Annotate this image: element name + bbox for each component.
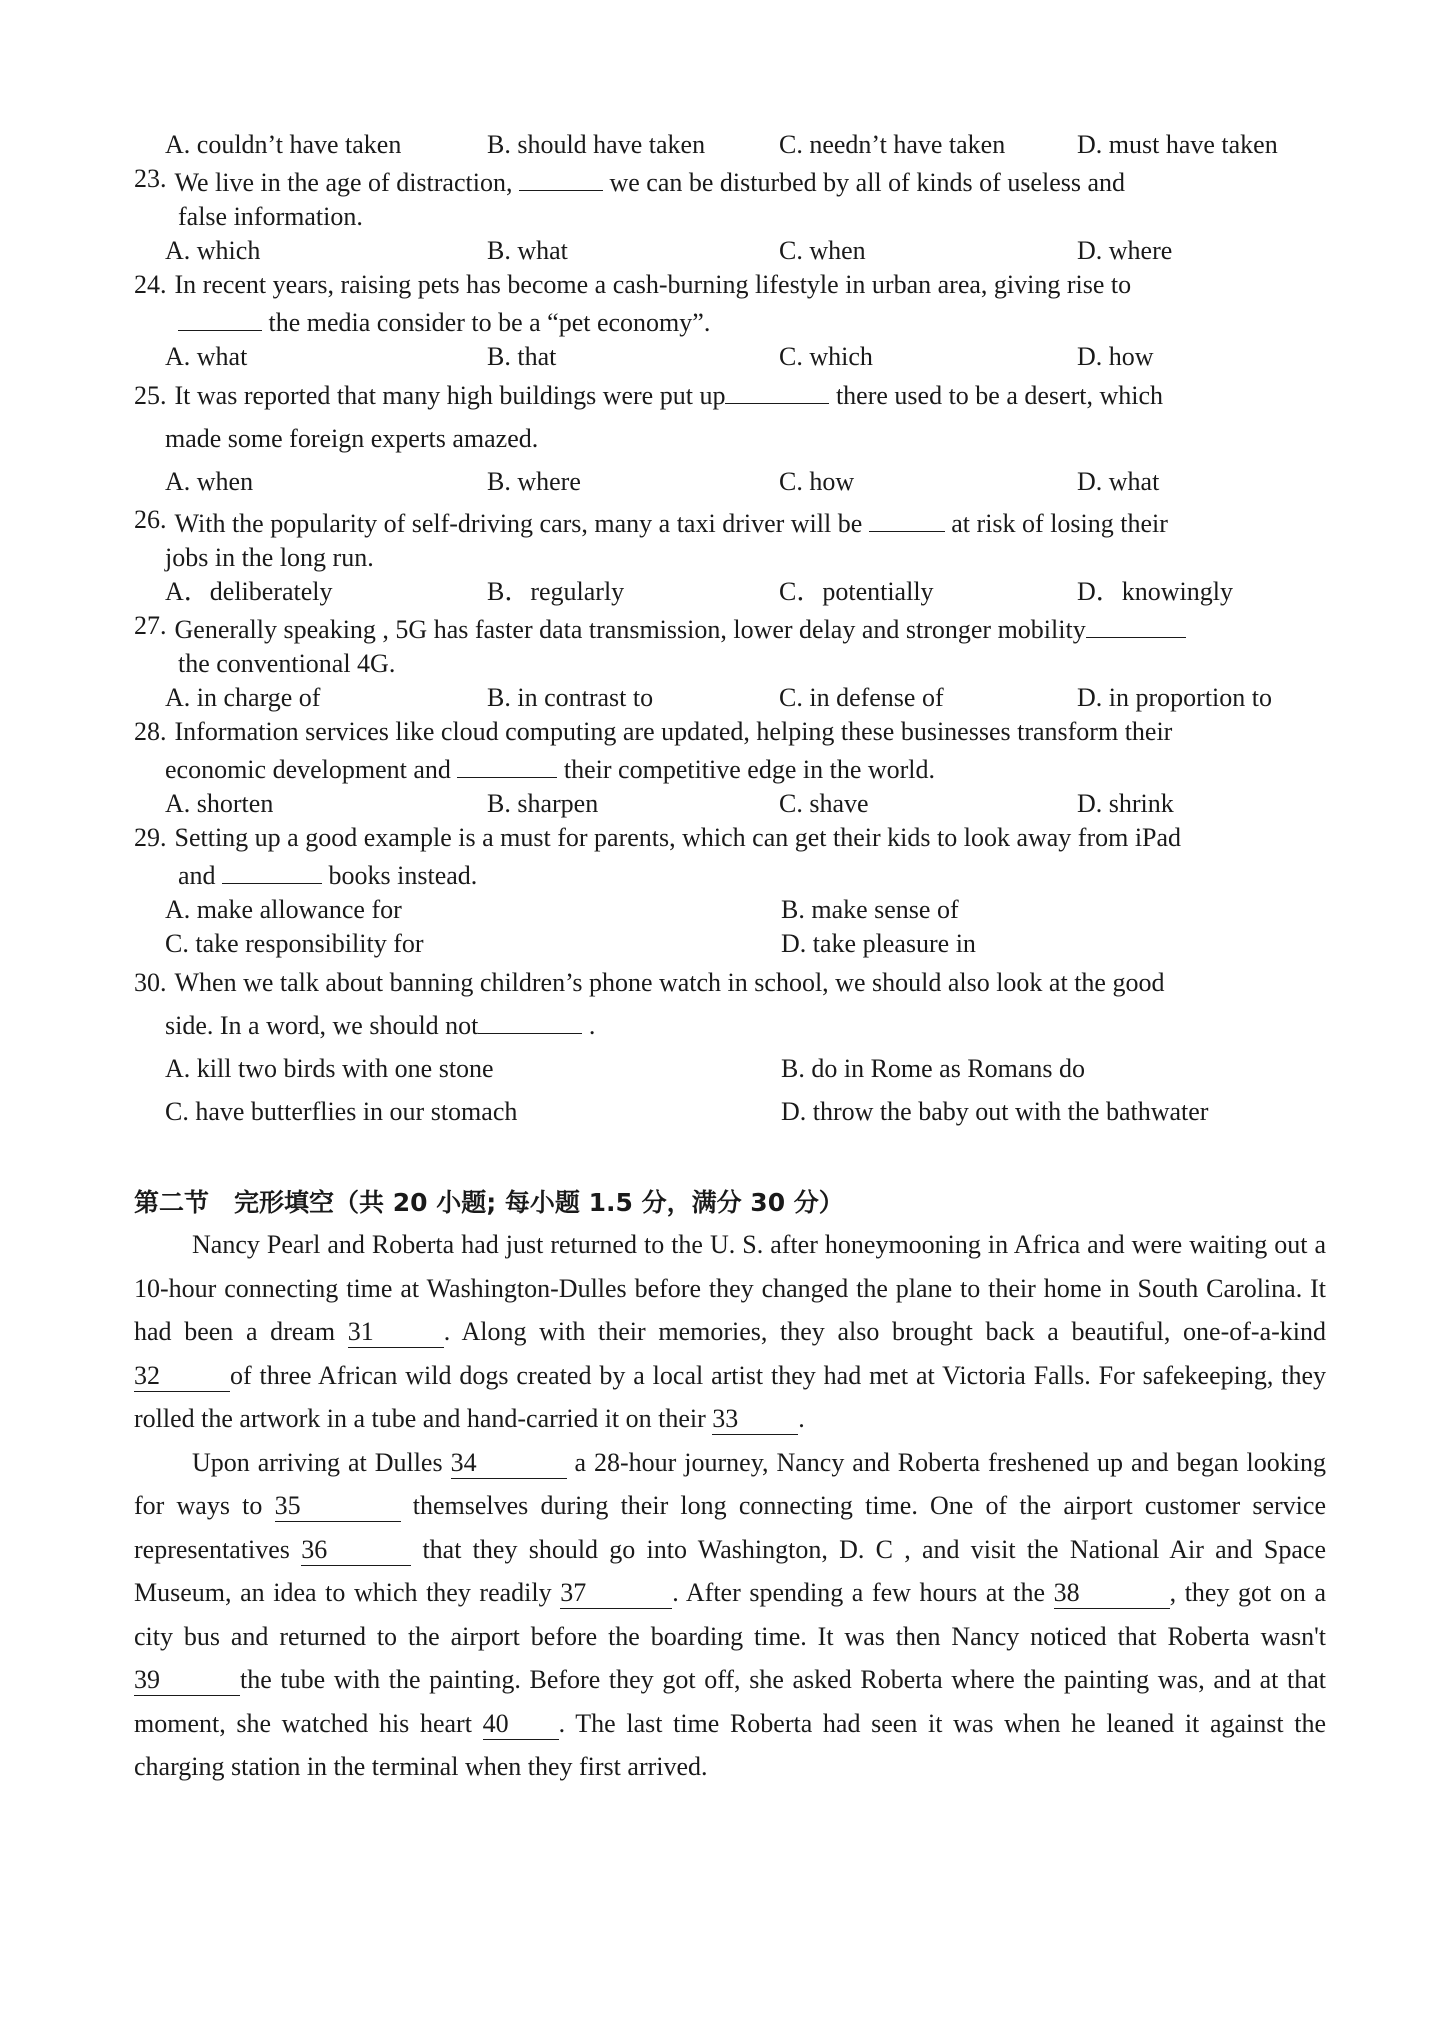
option-b: B. where xyxy=(487,467,581,496)
option-d: D. what xyxy=(1077,467,1160,496)
answer-blank xyxy=(178,302,262,331)
option-d: D. where xyxy=(1077,236,1173,265)
question-stem: there used to be a desert, which xyxy=(835,381,1163,410)
option-a: A. what xyxy=(165,342,248,371)
answer-blank xyxy=(222,855,322,884)
cloze-blank-35: 35 xyxy=(275,1491,401,1522)
question-options xyxy=(134,893,1326,961)
cloze-blank-32: 32 xyxy=(134,1361,230,1392)
option-a: A. kill two birds with one stone xyxy=(165,1054,494,1083)
question-stem: side. In a word, we should not xyxy=(165,1011,479,1040)
question-stem: their competitive edge in the world. xyxy=(563,755,936,784)
passage-text: . The last time Roberta had seen it was when he leaned it against the charging station in the terminal when they first arrived. xyxy=(134,1708,1327,1781)
option-b: B. do in Rome as Romans do xyxy=(781,1054,1086,1083)
question-number: 29. xyxy=(134,823,167,852)
question-options xyxy=(134,460,1326,503)
question-stem: . xyxy=(588,1011,596,1040)
passage-text: of three African wild dogs created by a local artist they had met at Victoria Falls. For safekeeping, they rolled the artwork in a tube and hand-carried it on their xyxy=(134,1360,1326,1433)
cloze-blank-34: 34 xyxy=(451,1448,567,1479)
option-b: B．regularly xyxy=(487,577,625,606)
option-a: A. shorten xyxy=(165,789,274,818)
question-number: 23. xyxy=(134,164,167,193)
option-b: B. in contrast to xyxy=(487,683,654,712)
question-stem: we can be disturbed by all of kinds of useless and xyxy=(609,168,1126,197)
option-c: C. in defense of xyxy=(779,683,944,712)
question-stem: and xyxy=(178,861,216,890)
passage-text: the tube with the painting. Before they got off, she asked Roberta where the painting was, and at that moment, she watched his heart xyxy=(134,1665,1326,1738)
option-d: D. must have taken xyxy=(1077,130,1278,159)
option-d: D. how xyxy=(1077,342,1154,371)
answer-blank xyxy=(457,749,557,778)
answer-blank xyxy=(725,375,829,404)
question-30 xyxy=(134,961,1326,1133)
cloze-blank-38: 38 xyxy=(1054,1578,1170,1609)
question-options xyxy=(134,575,1326,609)
question-stem: made some foreign experts amazed. xyxy=(165,424,539,453)
option-b: B. should have taken xyxy=(487,130,706,159)
question-options xyxy=(134,340,1326,374)
question-number: 24. xyxy=(134,270,167,299)
question-options xyxy=(134,1047,1326,1133)
option-a: A. in charge of xyxy=(165,683,321,712)
question-stem: the media consider to be a “pet economy”. xyxy=(268,308,711,337)
question-options xyxy=(134,234,1326,268)
answer-blank xyxy=(869,503,945,532)
question-stem: books instead. xyxy=(328,861,478,890)
question-number: 25. xyxy=(134,381,167,410)
question-stem: Setting up a good example is a must for parents, which can get their kids to look away from iPad xyxy=(174,823,1182,852)
option-a: A. couldn’t have taken xyxy=(165,130,402,159)
option-c: C. how xyxy=(779,467,855,496)
option-b: B. sharpen xyxy=(487,789,599,818)
question-stem: at risk of losing their xyxy=(951,509,1168,538)
question-stem: It was reported that many high buildings were put up xyxy=(174,381,726,410)
question-number: 27. xyxy=(134,611,167,640)
cloze-blank-39: 39 xyxy=(134,1665,240,1696)
question-stem: jobs in the long run. xyxy=(165,543,374,572)
passage-text: , they got on a city bus and returned to the airport before the boarding time. It was then Nancy noticed that Roberta wasn't xyxy=(134,1578,1326,1651)
option-a: A. which xyxy=(165,236,261,265)
section-heading: 第二节 完形填空（共 20 小题; 每小题 1.5 分，满分 30 分） xyxy=(134,1188,844,1217)
option-c: C. needn’t have taken xyxy=(779,130,1006,159)
option-c: C. which xyxy=(779,342,873,371)
question-stem: Information services like cloud computing are updated, helping these businesses transform their xyxy=(174,717,1173,746)
cloze-blank-40: 40 xyxy=(483,1709,559,1740)
passage-text: Nancy Pearl and Roberta had just returned to the U. S. after honeymooning in Africa and were waiting out a 10-hour connecting time at Washington-Dulles before they changed the plane to their home in South Carolina. It had been a dream xyxy=(134,1230,1326,1346)
option-a: A．deliberately xyxy=(165,577,333,606)
option-d: D. throw the baby out with the bathwater xyxy=(781,1097,1209,1126)
q22-options xyxy=(134,128,1326,162)
answer-blank xyxy=(478,1005,582,1034)
option-d: D. in proportion to xyxy=(1077,683,1272,712)
cloze-blank-37: 37 xyxy=(560,1578,672,1609)
option-c: C. have butterflies in our stomach xyxy=(165,1097,518,1126)
question-29 xyxy=(134,821,1326,961)
option-a: A. when xyxy=(165,467,254,496)
answer-blank xyxy=(1086,609,1186,638)
question-stem: In recent years, raising pets has become a cash-burning lifestyle in urban area, giving rise to xyxy=(174,270,1132,299)
question-25 xyxy=(134,374,1326,503)
passage-text: . xyxy=(798,1404,805,1433)
option-a: A. make allowance for xyxy=(165,895,402,924)
passage-text: Upon arriving at Dulles xyxy=(192,1447,451,1477)
option-c: C. take responsibility for xyxy=(165,929,424,958)
question-stem: false information. xyxy=(178,202,363,231)
question-stem: When we talk about banning children’s phone watch in school, we should also look at the good xyxy=(174,968,1165,997)
passage-text: themselves during their long connecting time. One of the airport customer service representatives xyxy=(134,1491,1326,1564)
cloze-blank-33: 33 xyxy=(712,1404,798,1435)
question-stem: We live in the age of distraction, xyxy=(174,168,513,197)
question-stem: With the popularity of self-driving cars, many a taxi driver will be xyxy=(174,509,863,538)
passage-text: . Along with their memories, they also brought back a beautiful, one-of-a-kind xyxy=(443,1317,1326,1346)
question-options xyxy=(134,787,1326,821)
question-27 xyxy=(134,609,1326,715)
question-28 xyxy=(134,715,1326,821)
question-number: 26. xyxy=(134,505,167,534)
exam-page xyxy=(134,128,1326,1789)
option-d: D．knowingly xyxy=(1077,577,1234,606)
option-c: C．potentially xyxy=(779,577,934,606)
question-options xyxy=(134,681,1326,715)
option-c: C. when xyxy=(779,236,866,265)
passage-paragraph-2 xyxy=(134,1441,1326,1789)
passage-text: that they should go into Washington, D. C , and visit the National Air and Space Museum, an idea to which they readily xyxy=(134,1534,1326,1607)
question-number: 28. xyxy=(134,717,167,746)
question-23 xyxy=(134,162,1326,268)
option-c: C. shave xyxy=(779,789,869,818)
question-number: 30. xyxy=(134,968,167,997)
option-b: B. what xyxy=(487,236,568,265)
answer-blank xyxy=(519,162,603,191)
passage-text: a 28-hour journey, Nancy and Roberta freshened up and began looking for ways to xyxy=(134,1447,1326,1520)
question-stem: economic development and xyxy=(165,755,451,784)
cloze-blank-31: 31 xyxy=(348,1317,444,1348)
option-b: B. that xyxy=(487,342,557,371)
question-24 xyxy=(134,268,1326,374)
passage-paragraph-1 xyxy=(134,1223,1326,1441)
option-d: D. take pleasure in xyxy=(781,929,976,958)
option-d: D. shrink xyxy=(1077,789,1174,818)
question-26 xyxy=(134,503,1326,609)
passage-text: . After spending a few hours at the xyxy=(672,1578,1054,1607)
question-stem: Generally speaking , 5G has faster data transmission, lower delay and stronger mobility xyxy=(174,615,1086,644)
question-stem: the conventional 4G. xyxy=(178,649,396,678)
option-b: B. make sense of xyxy=(781,895,959,924)
cloze-blank-36: 36 xyxy=(301,1535,411,1566)
